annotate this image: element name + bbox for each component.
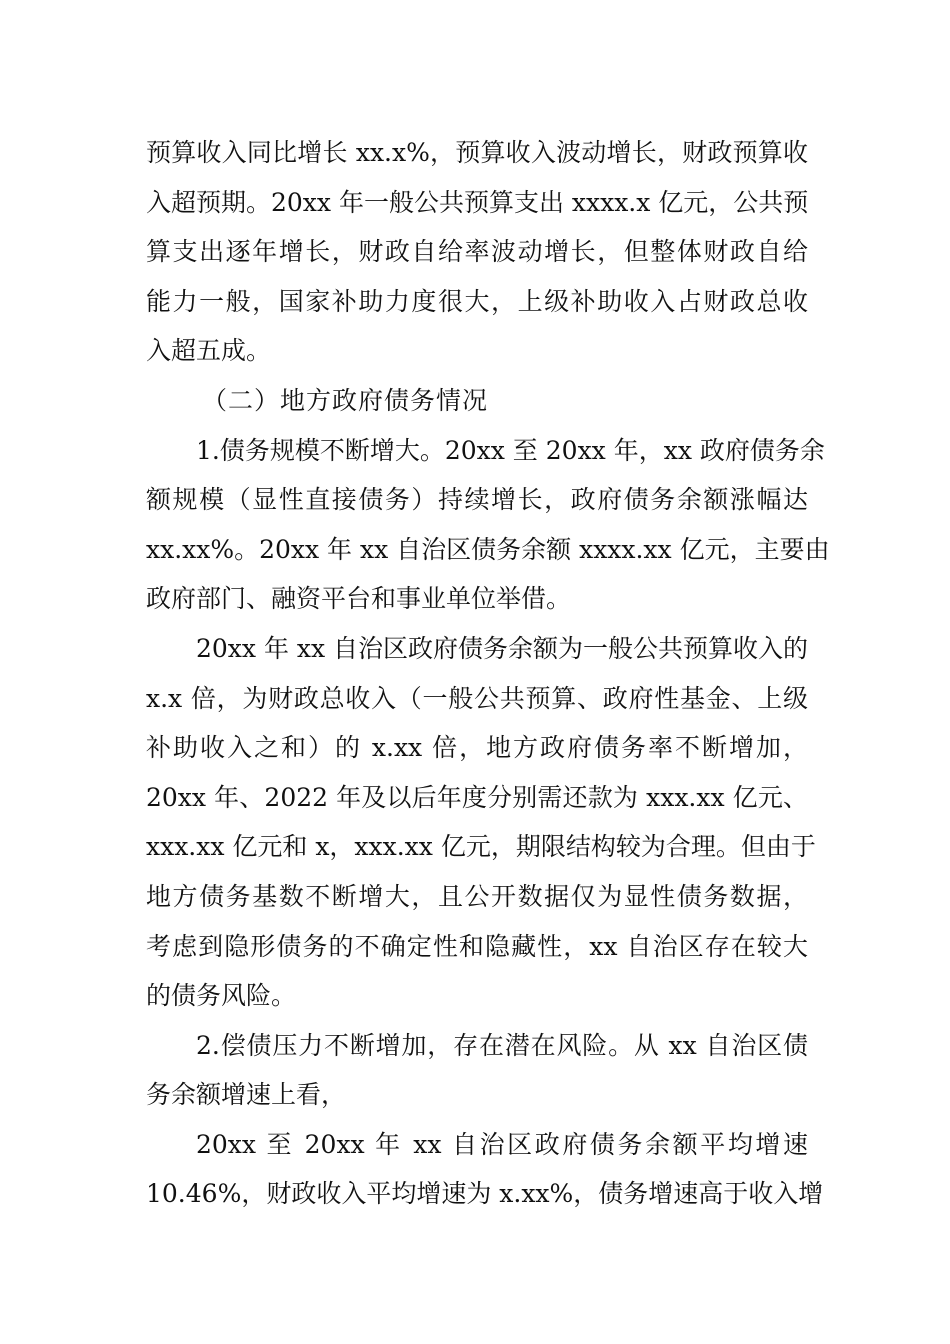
text-line: 算支出逐年增长，财政自给率波动增长，但整体财政自给 bbox=[146, 237, 808, 267]
text-line: 入超预期。20xx 年一般公共预算支出 xxxx.x 亿元，公共预 bbox=[146, 187, 809, 217]
text-line: 务余额增速上看， bbox=[146, 1080, 347, 1110]
text-line: 20xx 年、2022 年及以后年度分别需还款为 xxx.xx 亿元、 bbox=[146, 782, 808, 812]
text-line: 地方债务基数不断增大，且公开数据仅为显性债务数据， bbox=[146, 881, 808, 911]
text-line: 10.46%，财政收入平均增速为 x.xx%，债务增速高于收入增 bbox=[146, 1179, 824, 1209]
text-line: 额规模（显性直接债务）持续增长，政府债务余额涨幅达 bbox=[146, 485, 808, 515]
document-body bbox=[146, 128, 830, 1219]
text-line: 考虑到隐形债务的不确定性和隐藏性，xx 自治区存在较大 bbox=[146, 931, 808, 961]
text-line: 入超五成。 bbox=[146, 336, 272, 366]
text-line: 的债务风险。 bbox=[146, 981, 297, 1011]
paragraph-growth-rate bbox=[146, 1120, 824, 1219]
text-line: 预算收入同比增长 xx.x%，预算收入波动增长，财政预算收 bbox=[146, 138, 808, 167]
paragraph-repayment-pressure bbox=[146, 1021, 808, 1120]
text-line: 政府部门、融资平台和事业单位举借。 bbox=[146, 584, 572, 614]
text-line: 补助收入之和）的 x.xx 倍，地方政府债务率不断增加， bbox=[146, 733, 808, 763]
text-line: 20xx 年 xx 自治区政府债务余额为一般公共预算收入的 bbox=[196, 633, 809, 663]
text-line: 1.债务规模不断增大。20xx 至 20xx 年，xx 政府债务余 bbox=[196, 435, 825, 465]
text-line: xx.xx%。20xx 年 xx 自治区债务余额 xxxx.xx 亿元，主要由 bbox=[146, 534, 830, 564]
heading-text: （二）地方政府债务情况 bbox=[202, 385, 489, 415]
text-line: 20xx 至 20xx 年 xx 自治区政府债务余额平均增速 bbox=[196, 1129, 808, 1159]
text-line: x.x 倍，为财政总收入（一般公共预算、政府性基金、上级 bbox=[146, 683, 808, 713]
text-line: xxx.xx 亿元和 x，xxx.xx 亿元，期限结构较为合理。但由于 bbox=[146, 832, 816, 862]
section-heading bbox=[146, 376, 808, 426]
paragraph-debt-ratio bbox=[146, 624, 816, 1021]
paragraph-budget-revenue bbox=[146, 128, 808, 376]
paragraph-debt-scale bbox=[146, 426, 830, 624]
text-line: 2.偿债压力不断增加，存在潜在风险。从 xx 自治区债 bbox=[196, 1030, 808, 1060]
text-line: 能力一般，国家补助力度很大，上级补助收入占财政总收 bbox=[146, 286, 808, 316]
